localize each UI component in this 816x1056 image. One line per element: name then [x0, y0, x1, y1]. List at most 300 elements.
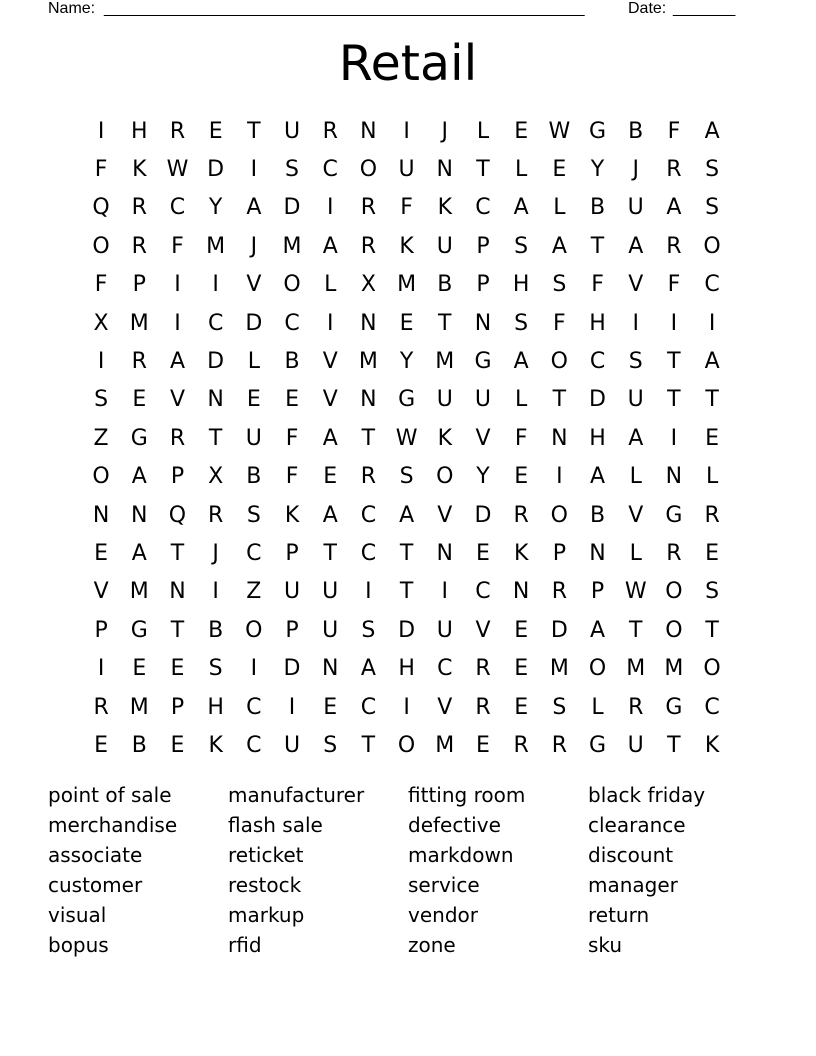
- grid-cell: T: [705, 617, 719, 643]
- grid-cell: U: [627, 732, 644, 758]
- grid-cell: N: [436, 540, 454, 566]
- grid-cell: E: [476, 732, 490, 758]
- grid-cell: F: [667, 118, 681, 144]
- word-list-item: visual: [48, 903, 107, 927]
- grid-cell: E: [514, 464, 529, 490]
- word-list-item: flash sale: [228, 813, 323, 837]
- grid-cell: E: [285, 387, 299, 413]
- grid-cell: Z: [93, 425, 109, 451]
- grid-cell: C: [360, 694, 377, 720]
- grid-cell: K: [132, 157, 147, 183]
- grid-cell: M: [664, 656, 684, 682]
- grid-cell: A: [666, 195, 682, 221]
- grid-cell: A: [322, 233, 338, 259]
- grid-cell: N: [551, 425, 568, 451]
- grid-cell: H: [207, 694, 224, 720]
- grid-cell: H: [131, 118, 148, 144]
- grid-cell: S: [208, 656, 223, 682]
- grid-cell: Y: [399, 349, 414, 375]
- word-list-item: customer: [48, 873, 143, 897]
- grid-cell: T: [247, 118, 261, 144]
- grid-cell: P: [94, 617, 108, 643]
- grid-row: [82, 726, 732, 764]
- grid-cell: P: [285, 540, 299, 566]
- grid-cell: B: [208, 617, 224, 643]
- grid-cell: C: [437, 656, 453, 682]
- grid-cell: U: [627, 387, 644, 413]
- grid-cell: N: [92, 502, 110, 528]
- grid-cell: E: [514, 118, 529, 144]
- grid-cell: U: [245, 425, 262, 451]
- grid-cell: N: [360, 387, 377, 413]
- grid-cell: T: [361, 732, 376, 758]
- grid-cell: C: [360, 540, 377, 566]
- grid-cell: F: [171, 233, 184, 259]
- grid-cell: R: [628, 694, 644, 720]
- grid-cell: W: [166, 157, 189, 183]
- grid-cell: O: [397, 732, 416, 758]
- grid-cell: U: [398, 157, 415, 183]
- grid-cell: O: [283, 272, 301, 298]
- grid-cell: I: [326, 195, 334, 221]
- grid-cell: U: [322, 617, 339, 643]
- word-list: [48, 780, 768, 960]
- grid-cell: G: [130, 617, 148, 643]
- grid-cell: F: [553, 310, 566, 336]
- grid-row: [82, 688, 732, 726]
- grid-cell: A: [360, 656, 376, 682]
- grid-cell: A: [131, 464, 147, 490]
- grid-cell: N: [207, 387, 224, 413]
- word-list-item: vendor: [408, 903, 478, 927]
- grid-cell: I: [365, 579, 372, 605]
- grid-cell: I: [97, 349, 105, 375]
- grid-cell: Q: [92, 195, 110, 221]
- grid-cell: B: [589, 195, 606, 221]
- grid-cell: E: [246, 387, 261, 413]
- grid-cell: R: [169, 118, 186, 144]
- grid-cell: A: [399, 502, 415, 528]
- grid-cell: F: [94, 157, 108, 183]
- grid-cell: C: [475, 579, 491, 605]
- grid-cell: E: [323, 694, 338, 720]
- grid-cell: I: [632, 310, 639, 336]
- grid-cell: N: [131, 502, 148, 528]
- grid-cell: L: [591, 694, 604, 720]
- word-list-item: associate: [48, 843, 143, 867]
- grid-cell: M: [397, 272, 417, 298]
- grid-cell: L: [553, 195, 566, 221]
- grid-cell: R: [360, 464, 377, 490]
- grid-cell: A: [131, 540, 147, 566]
- grid-cell: O: [550, 502, 568, 528]
- grid-cell: B: [131, 732, 147, 758]
- grid-cell: D: [207, 157, 225, 183]
- grid-cell: U: [283, 579, 301, 605]
- grid-cell: O: [550, 349, 568, 375]
- grid-cell: A: [628, 233, 644, 259]
- grid-cell: A: [590, 464, 606, 490]
- grid-cell: V: [93, 579, 109, 605]
- grid-cell: A: [551, 233, 567, 259]
- grid-cell: S: [628, 349, 643, 375]
- grid-cell: O: [359, 157, 378, 183]
- grid-cell: J: [250, 233, 258, 259]
- grid-cell: D: [283, 656, 301, 682]
- grid-row: [82, 534, 732, 572]
- grid-cell: S: [705, 579, 720, 605]
- grid-cell: C: [360, 502, 377, 528]
- grid-cell: S: [552, 272, 567, 298]
- page-title: Retail: [338, 35, 478, 92]
- grid-cell: O: [665, 579, 683, 605]
- grid-cell: I: [708, 310, 716, 336]
- grid-cell: N: [589, 540, 606, 566]
- grid-cell: I: [403, 694, 410, 720]
- grid-cell: S: [399, 464, 414, 490]
- grid-cell: O: [703, 656, 721, 682]
- grid-cell: C: [284, 310, 300, 336]
- grid-cell: E: [94, 540, 109, 566]
- grid-cell: C: [475, 195, 491, 221]
- grid-cell: F: [591, 272, 604, 298]
- grid-cell: M: [549, 656, 569, 682]
- grid-cell: M: [358, 349, 378, 375]
- grid-cell: U: [436, 617, 453, 643]
- grid-cell: A: [704, 349, 720, 375]
- grid-cell: R: [169, 425, 186, 451]
- grid-cell: I: [212, 579, 219, 605]
- grid-cell: K: [284, 502, 300, 528]
- grid-cell: O: [436, 464, 454, 490]
- grid-cell: L: [629, 540, 642, 566]
- grid-cell: H: [589, 425, 606, 451]
- grid-cell: E: [170, 732, 185, 758]
- grid-cell: O: [92, 464, 110, 490]
- grid-cell: N: [474, 310, 492, 336]
- grid-cell: T: [438, 310, 452, 336]
- grid-cell: M: [129, 694, 149, 720]
- grid-cell: R: [666, 233, 682, 259]
- grid-cell: V: [437, 502, 453, 528]
- grid-cell: E: [132, 656, 147, 682]
- grid-cell: H: [398, 656, 415, 682]
- grid-cell: I: [174, 310, 181, 336]
- grid-cell: S: [323, 732, 338, 758]
- grid-cell: R: [666, 157, 682, 183]
- grid-cell: M: [282, 233, 302, 259]
- grid-cell: E: [514, 617, 529, 643]
- grid-row: [82, 381, 732, 419]
- grid-cell: D: [589, 387, 606, 413]
- word-list-item: sku: [588, 933, 623, 957]
- word-list-item: merchandise: [48, 813, 178, 837]
- grid-cell: U: [474, 387, 492, 413]
- grid-cell: L: [515, 157, 528, 183]
- grid-cell: N: [665, 464, 683, 490]
- word-list-item: return: [588, 903, 650, 927]
- grid-cell: M: [129, 579, 149, 605]
- grid-cell: M: [129, 310, 149, 336]
- grid-cell: W: [395, 425, 418, 451]
- grid-cell: V: [246, 272, 262, 298]
- word-list-item: markdown: [408, 843, 514, 867]
- word-list-item: reticket: [228, 843, 304, 867]
- grid-row: [82, 649, 732, 687]
- grid-cell: N: [436, 157, 454, 183]
- grid-cell: B: [437, 272, 453, 298]
- grid-cell: R: [131, 349, 147, 375]
- grid-cell: V: [169, 387, 185, 413]
- grid-cell: R: [704, 502, 720, 528]
- grid-cell: L: [247, 349, 260, 375]
- grid-cell: R: [322, 118, 338, 144]
- grid-row: [82, 342, 732, 380]
- grid-row: [82, 112, 732, 150]
- grid-cell: G: [589, 118, 607, 144]
- grid-cell: D: [550, 617, 568, 643]
- word-list-item: zone: [408, 933, 456, 957]
- grid-row: [82, 304, 732, 342]
- grid-cell: R: [513, 502, 529, 528]
- grid-cell: S: [285, 157, 300, 183]
- grid-cell: X: [208, 464, 224, 490]
- grid-cell: E: [705, 540, 720, 566]
- grid-cell: C: [589, 349, 606, 375]
- letter-grid: [82, 112, 732, 765]
- grid-cell: F: [94, 272, 108, 298]
- grid-cell: L: [324, 272, 337, 298]
- grid-cell: C: [322, 157, 338, 183]
- grid-cell: O: [703, 233, 721, 259]
- word-list-item: clearance: [588, 813, 686, 837]
- grid-cell: A: [513, 349, 529, 375]
- grid-cell: D: [398, 617, 416, 643]
- grid-cell: N: [321, 656, 339, 682]
- grid-cell: P: [285, 617, 299, 643]
- name-line: ______________________________________________________: [104, 0, 585, 17]
- grid-cell: P: [476, 233, 490, 259]
- grid-cell: I: [97, 118, 105, 144]
- grid-row: [82, 150, 732, 188]
- grid-cell: D: [474, 502, 492, 528]
- grid-cell: M: [435, 732, 455, 758]
- grid-cell: C: [207, 310, 224, 336]
- grid-cell: R: [360, 195, 377, 221]
- grid-cell: N: [512, 579, 530, 605]
- grid-cell: U: [322, 579, 339, 605]
- grid-cell: E: [514, 656, 529, 682]
- word-list-item: discount: [588, 843, 674, 867]
- grid-cell: N: [360, 118, 377, 144]
- grid-cell: F: [400, 195, 413, 221]
- grid-cell: I: [441, 579, 449, 605]
- grid-cell: V: [322, 387, 338, 413]
- grid-cell: A: [322, 425, 338, 451]
- word-list-item: rfid: [228, 933, 262, 957]
- grid-cell: C: [169, 195, 186, 221]
- grid-cell: G: [130, 425, 148, 451]
- grid-cell: L: [515, 387, 528, 413]
- grid-cell: E: [399, 310, 414, 336]
- word-list-item: black friday: [588, 783, 706, 807]
- grid-cell: E: [323, 464, 338, 490]
- grid-cell: L: [705, 464, 719, 490]
- grid-row: [82, 611, 732, 649]
- grid-cell: E: [94, 732, 109, 758]
- grid-cell: R: [666, 540, 682, 566]
- grid-cell: B: [284, 349, 300, 375]
- grid-cell: D: [245, 310, 263, 336]
- grid-cell: U: [283, 732, 301, 758]
- grid-cell: E: [170, 656, 185, 682]
- grid-cell: N: [360, 310, 377, 336]
- grid-cell: S: [552, 694, 567, 720]
- grid-cell: W: [548, 118, 571, 144]
- grid-cell: F: [514, 425, 528, 451]
- grid-cell: A: [246, 195, 262, 221]
- grid-cell: M: [626, 656, 646, 682]
- grid-cell: Y: [476, 464, 490, 490]
- grid-cell: I: [556, 464, 563, 490]
- grid-cell: R: [131, 195, 147, 221]
- grid-cell: A: [590, 617, 606, 643]
- grid-row: [82, 573, 732, 611]
- grid-row: [82, 458, 732, 496]
- grid-cell: O: [245, 617, 263, 643]
- grid-cell: R: [360, 233, 377, 259]
- grid-cell: X: [360, 272, 376, 298]
- grid-cell: A: [704, 118, 720, 144]
- grid-cell: T: [667, 349, 681, 375]
- grid-cell: P: [132, 272, 146, 298]
- grid-cell: I: [288, 694, 296, 720]
- grid-cell: R: [475, 656, 491, 682]
- grid-cell: P: [590, 579, 605, 605]
- grid-cell: V: [628, 502, 644, 528]
- word-list-item: bopus: [48, 933, 109, 957]
- grid-cell: T: [399, 540, 414, 566]
- grid-cell: R: [475, 694, 491, 720]
- grid-cell: S: [94, 387, 109, 413]
- grid-cell: Y: [590, 157, 605, 183]
- grid-cell: A: [169, 349, 185, 375]
- grid-cell: K: [399, 233, 414, 259]
- grid-cell: I: [174, 272, 181, 298]
- word-list-item: fitting room: [408, 783, 526, 807]
- grid-cell: T: [667, 387, 681, 413]
- grid-cell: R: [551, 732, 567, 758]
- grid-cell: R: [551, 579, 567, 605]
- grid-cell: A: [628, 425, 644, 451]
- grid-row: [82, 266, 732, 304]
- grid-cell: D: [283, 195, 301, 221]
- grid-cell: L: [476, 118, 490, 144]
- grid-cell: F: [285, 464, 299, 490]
- grid-cell: K: [513, 540, 529, 566]
- grid-cell: M: [206, 233, 226, 259]
- header-row: [48, 0, 748, 20]
- grid-cell: C: [704, 694, 720, 720]
- grid-cell: K: [704, 732, 720, 758]
- grid-cell: K: [208, 732, 223, 758]
- grid-cell: K: [437, 425, 452, 451]
- grid-cell: U: [627, 195, 644, 221]
- grid-cell: U: [283, 118, 301, 144]
- grid-cell: T: [399, 579, 414, 605]
- grid-cell: R: [208, 502, 224, 528]
- grid-cell: F: [285, 425, 299, 451]
- word-list-item: point of sale: [48, 783, 172, 807]
- word-list-item: manufacturer: [228, 783, 365, 807]
- grid-cell: G: [665, 502, 683, 528]
- grid-cell: S: [705, 157, 720, 183]
- grid-cell: E: [514, 694, 529, 720]
- grid-cell: I: [212, 272, 219, 298]
- grid-cell: G: [398, 387, 416, 413]
- grid-cell: E: [132, 387, 147, 413]
- grid-cell: S: [705, 195, 720, 221]
- grid-cell: K: [437, 195, 452, 221]
- grid-cell: P: [476, 272, 490, 298]
- grid-row: [82, 189, 732, 227]
- grid-cell: J: [212, 540, 219, 566]
- grid-cell: T: [705, 387, 719, 413]
- grid-cell: P: [170, 694, 185, 720]
- grid-cell: G: [589, 732, 607, 758]
- grid-cell: H: [512, 272, 530, 298]
- grid-cell: Y: [208, 195, 223, 221]
- grid-cell: F: [667, 272, 681, 298]
- grid-cell: N: [169, 579, 186, 605]
- grid-row: [82, 227, 732, 265]
- grid-cell: U: [436, 387, 453, 413]
- word-list-item: restock: [228, 873, 302, 897]
- word-list-item: service: [408, 873, 480, 897]
- word-list-item: manager: [588, 873, 678, 897]
- grid-cell: V: [322, 349, 338, 375]
- grid-cell: T: [170, 540, 185, 566]
- grid-cell: O: [665, 617, 683, 643]
- grid-cell: S: [361, 617, 376, 643]
- grid-cell: U: [436, 233, 453, 259]
- grid-cell: M: [435, 349, 455, 375]
- grid-cell: H: [589, 310, 606, 336]
- grid-cell: V: [475, 425, 491, 451]
- grid-cell: I: [250, 157, 258, 183]
- grid-cell: P: [170, 464, 185, 490]
- date-line: _______: [673, 0, 736, 17]
- grid-cell: B: [628, 118, 644, 144]
- grid-cell: X: [93, 310, 109, 336]
- grid-cell: V: [475, 617, 491, 643]
- grid-cell: T: [323, 540, 337, 566]
- word-list-item: markup: [228, 903, 305, 927]
- grid-cell: T: [361, 425, 376, 451]
- grid-cell: I: [250, 656, 258, 682]
- grid-row: [82, 419, 732, 457]
- grid-cell: T: [552, 387, 567, 413]
- grid-cell: V: [628, 272, 644, 298]
- grid-cell: T: [208, 425, 223, 451]
- grid-cell: T: [667, 732, 681, 758]
- grid-cell: C: [246, 732, 262, 758]
- grid-cell: Q: [168, 502, 187, 528]
- grid-cell: E: [552, 157, 567, 183]
- grid-cell: I: [403, 118, 410, 144]
- grid-cell: R: [513, 732, 529, 758]
- grid-cell: G: [665, 694, 683, 720]
